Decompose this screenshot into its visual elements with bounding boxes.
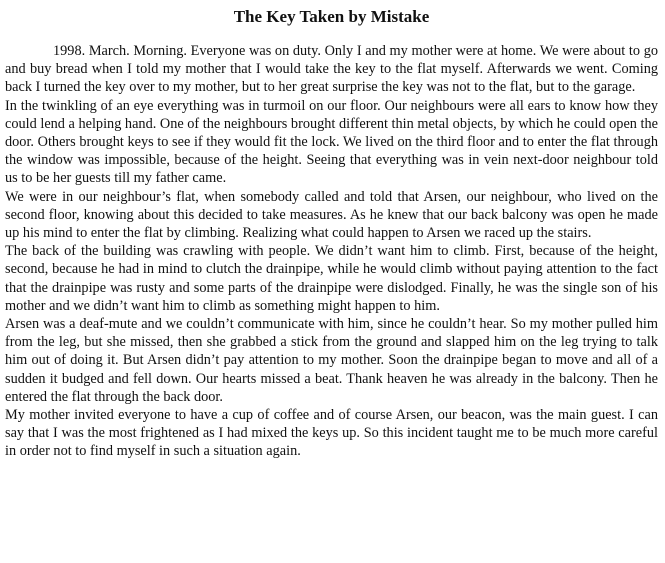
document-page (5, 6, 658, 461)
paragraph-5: Arsen was a deaf-mute and we couldn’t communicate with him, since he couldn’t hear. So my mother pulled him from the leg, but she missed, then she grabbed a stick from the ground and slapped him on the leg trying to talk him out of doing it. But Arsen didn’t pay attention to my mother. Soon the drainpipe began to move and all of a sudden it budged and fell down. Our hearts missed a beat. Thank heaven he was already in the balcony. Then he entered the flat through the back door. (5, 316, 658, 405)
document-body (5, 42, 658, 461)
paragraph-3: We were in our neighbour’s flat, when somebody called and told that Arsen, our neighbour, who lived on the second floor, knowing about this decided to take measures. As he knew that our back balcony was open he made up his mind to enter the flat by climbing. Realizing what could happen to Arsen we raced up the stairs. (5, 188, 658, 242)
paragraph-1: 1998. March. Morning. Everyone was on duty. Only I and my mother were at home. We were about to go and buy bread when I told my mother that I would take the key to the flat myself. Afterwards we went. Coming back I turned the key over to my mother, but to her great surprise the key was not to the flat, but to the garage. (5, 43, 658, 96)
page-title: The Key Taken by Mistake (233, 7, 430, 26)
paragraph-2: In the twinkling of an eye everything was in turmoil on our floor. Our neighbours were all ears to know how they could lend a helping hand. One of the neighbours brought different thin metal objects, by which he could open the door. Others brought keys to see if they would fit the lock. We lived on the third floor and to enter the flat through the window was impossible, because of the height. Seeing that everything was in vein next-door neighbour told us to be her guests till my father came. (5, 97, 658, 187)
paragraph-4: The back of the building was crawling with people. We didn’t want him to climb. First, because of the height, second, because he had in mind to clutch the drainpipe, while he would climb without paying attention to the fact that the drainpipe was rusty and some parts of the drainpipe were dislodged. Finally, he was the single son of his mother and we didn’t want him to climb as something might happen to him. (5, 243, 658, 314)
paragraph-6: My mother invited everyone to have a cup of coffee and of course Arsen, our beacon, was the main guest. I can say that I was the most frightened as I had mixed the keys up. So this incident taught me to be much more careful in order not to find myself in such a situation again. (5, 407, 658, 460)
